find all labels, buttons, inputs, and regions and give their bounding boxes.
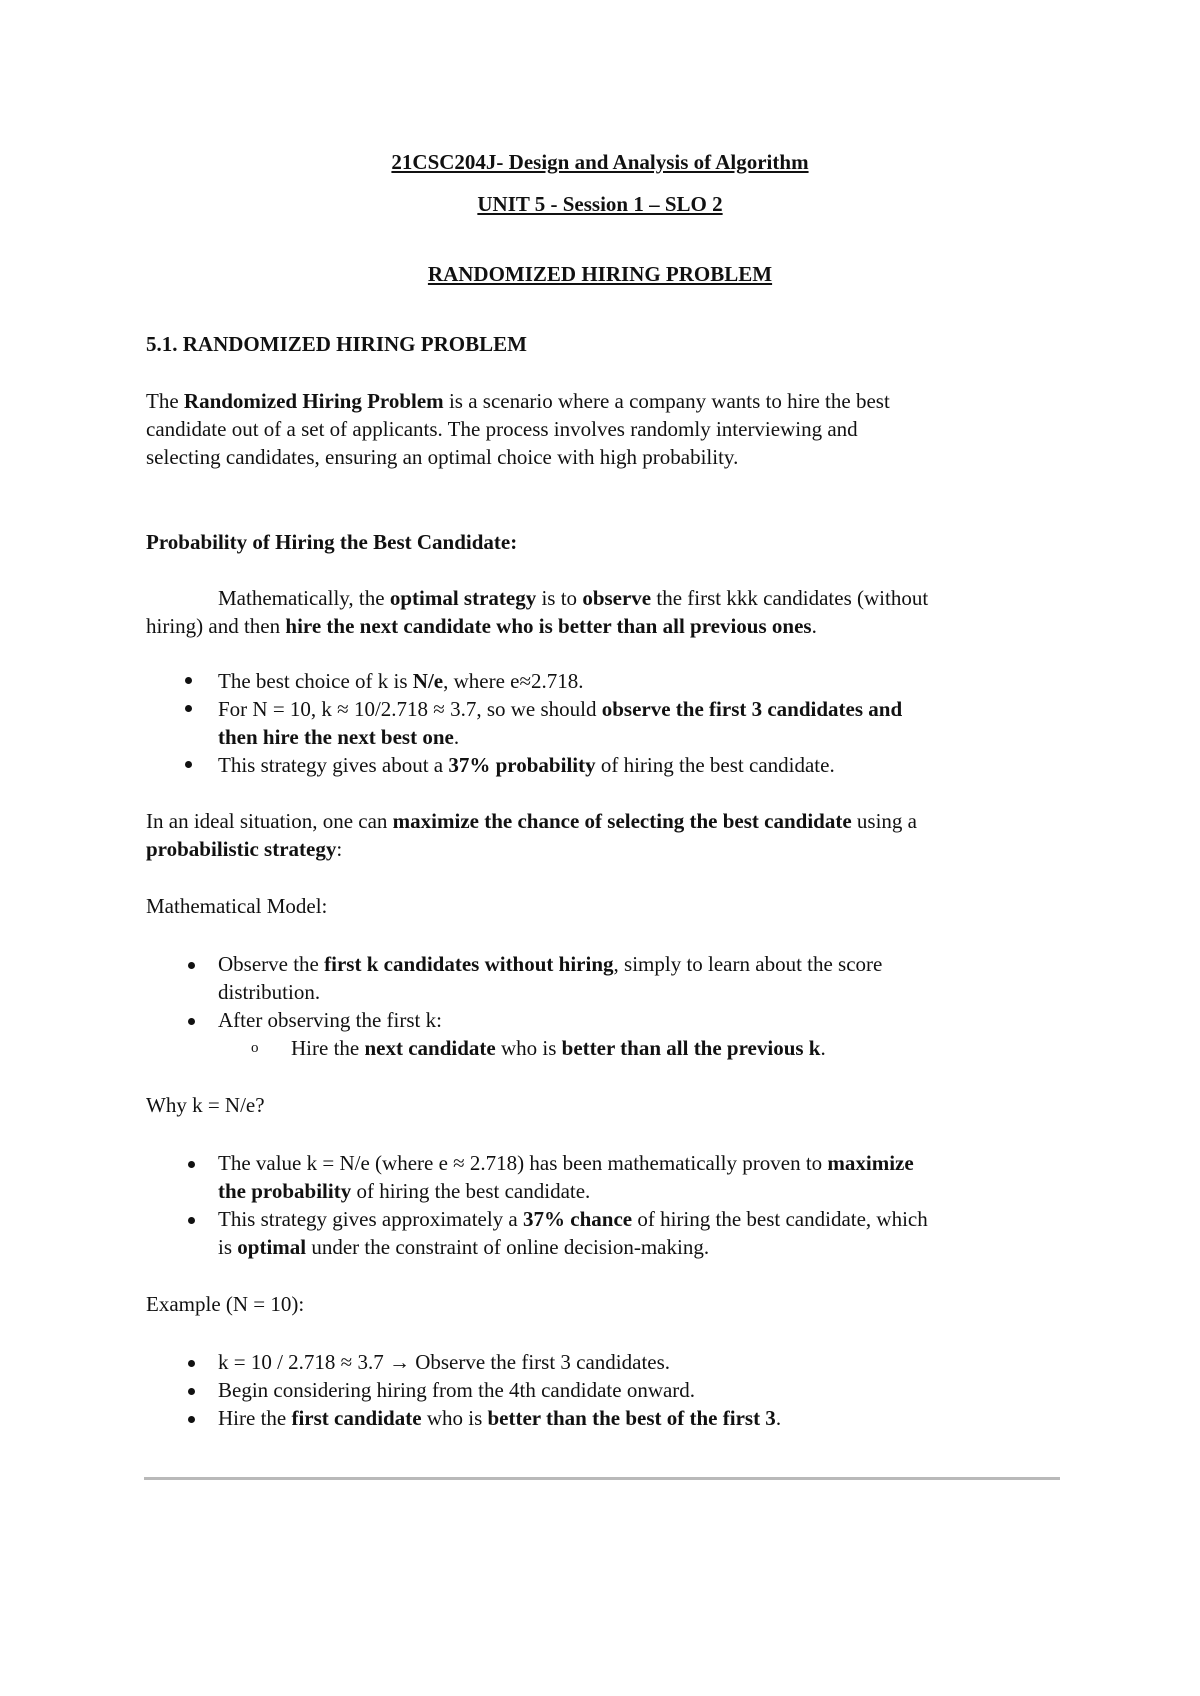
bullet-icon bbox=[188, 962, 195, 969]
ideal-line-1: In an ideal situation, one can maximize the chance of selecting the best candidate using a bbox=[146, 809, 917, 833]
why-heading: Why k = N/e? bbox=[146, 1093, 265, 1117]
probability-bullet-2-cont: then hire the next best one. bbox=[218, 725, 460, 749]
bullet-icon bbox=[188, 1161, 195, 1168]
model-sub-bullet: Hire the next candidate who is better than all the previous k. bbox=[291, 1036, 826, 1060]
bullet-icon bbox=[188, 1416, 195, 1423]
probability-bullet-2: For N = 10, k ≈ 10/2.718 ≈ 3.7, so we should observe the first 3 candidates and bbox=[218, 697, 903, 721]
model-bullet-1-cont: distribution. bbox=[218, 980, 321, 1004]
intro-line-1: The Randomized Hiring Problem is a scenario where a company wants to hire the best bbox=[146, 389, 890, 413]
example-heading: Example (N = 10): bbox=[146, 1292, 305, 1316]
bullet-icon bbox=[188, 1388, 195, 1395]
probability-bullet-3: This strategy gives about a 37% probability of hiring the best candidate. bbox=[218, 753, 835, 777]
why-bullet-1-cont: the probability of hiring the best candidate. bbox=[218, 1179, 591, 1203]
model-bullet-2: After observing the first k: bbox=[218, 1008, 442, 1032]
bullet-icon bbox=[185, 677, 192, 684]
unit-session: UNIT 5 - Session 1 – SLO 2 bbox=[477, 192, 723, 216]
example-bullet-3: Hire the first candidate who is better than the best of the first 3. bbox=[218, 1406, 782, 1430]
why-bullet-1: The value k = N/e (where e ≈ 2.718) has been mathematically proven to maximize bbox=[218, 1151, 914, 1175]
topic-title: RANDOMIZED HIRING PROBLEM bbox=[427, 262, 773, 286]
sub-bullet-marker: o bbox=[251, 1040, 259, 1056]
model-bullet-1: Observe the first k candidates without hiring, simply to learn about the score bbox=[218, 952, 883, 976]
section-heading: 5.1. RANDOMIZED HIRING PROBLEM bbox=[146, 332, 527, 356]
why-bullet-2-cont: is optimal under the constraint of online decision-making. bbox=[218, 1235, 710, 1259]
bullet-icon bbox=[185, 761, 192, 768]
course-title: 21CSC204J- Design and Analysis of Algorithm bbox=[391, 150, 809, 174]
probability-para-line-2: hiring) and then hire the next candidate who is better than all previous ones. bbox=[146, 614, 817, 638]
bullet-icon bbox=[188, 1217, 195, 1224]
intro-line-3: selecting candidates, ensuring an optimal choice with high probability. bbox=[146, 445, 739, 469]
bullet-icon bbox=[185, 705, 192, 712]
example-bullet-1: k = 10 / 2.718 ≈ 3.7 → Observe the first 3 candidates. bbox=[218, 1350, 671, 1374]
intro-line-2: candidate out of a set of applicants. The process involves randomly interviewing and bbox=[146, 417, 858, 441]
probability-heading: Probability of Hiring the Best Candidate: bbox=[146, 530, 518, 554]
model-heading: Mathematical Model: bbox=[146, 894, 328, 918]
bullet-icon bbox=[188, 1360, 195, 1367]
probability-para-line-1: Mathematically, the optimal strategy is to observe the first kkk candidates (without bbox=[218, 586, 929, 610]
why-bullet-2: This strategy gives approximately a 37% chance of hiring the best candidate, which bbox=[218, 1207, 928, 1231]
bullet-icon bbox=[188, 1018, 195, 1025]
ideal-line-2: probabilistic strategy: bbox=[146, 837, 343, 861]
probability-bullet-1: The best choice of k is N/e, where e≈2.718. bbox=[218, 669, 584, 693]
horizontal-rule bbox=[144, 1477, 1060, 1480]
example-bullet-2: Begin considering hiring from the 4th candidate onward. bbox=[218, 1378, 696, 1402]
